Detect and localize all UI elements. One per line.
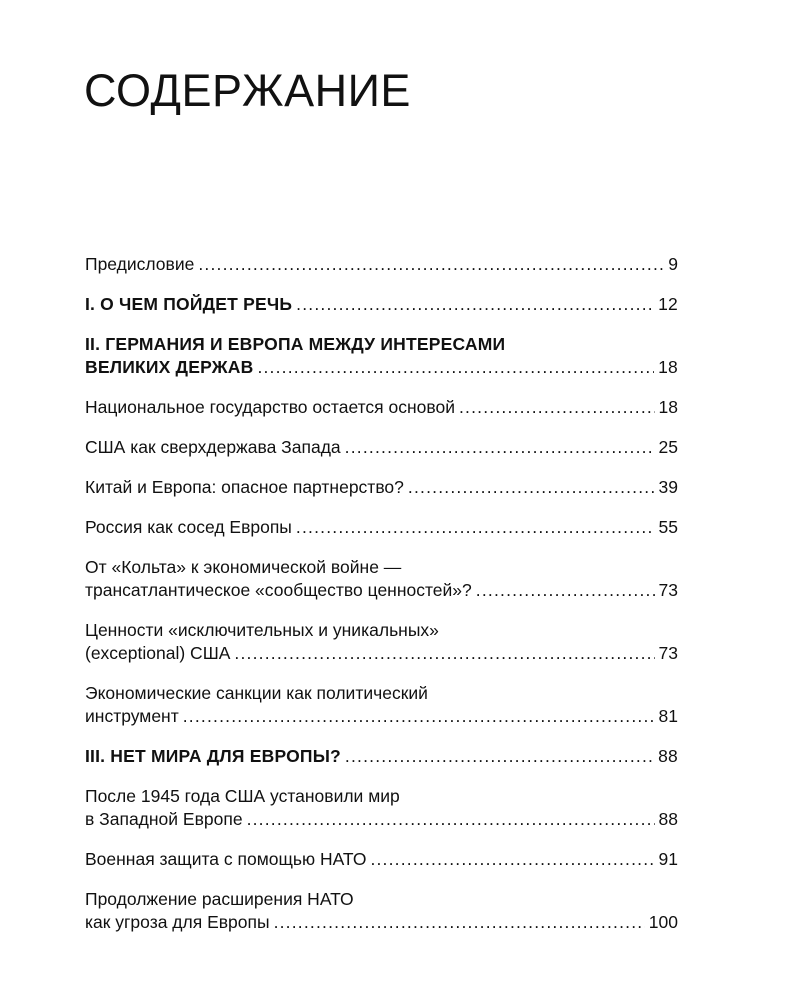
dot-leader bbox=[370, 848, 654, 871]
toc-entry-page-number: 55 bbox=[658, 517, 678, 537]
toc-entry-row bbox=[85, 396, 678, 419]
toc-entry-row bbox=[85, 436, 678, 459]
toc-entry[interactable] bbox=[85, 556, 678, 602]
toc-entry[interactable] bbox=[85, 619, 678, 665]
toc-entry-title: Россия как сосед Европы bbox=[85, 517, 292, 537]
toc-entry-title: Предисловие bbox=[85, 254, 195, 274]
toc-entry-title: Военная защита с помощью НАТО bbox=[85, 849, 367, 869]
toc-entry-title: в Западной Европе bbox=[85, 809, 243, 829]
toc-entry-row bbox=[85, 356, 678, 379]
toc-entry-page-number: 73 bbox=[658, 580, 678, 600]
toc-entry-title: трансатлантическое «сообщество ценностей»? bbox=[85, 580, 472, 600]
toc-entry-title: как угроза для Европы bbox=[85, 912, 270, 932]
toc-entry-page-number: 73 bbox=[658, 643, 678, 663]
toc-entry[interactable] bbox=[85, 785, 678, 831]
page-title: СОДЕРЖАНИЕ bbox=[84, 65, 411, 116]
toc-entry-page-number: 88 bbox=[658, 809, 678, 829]
dot-leader bbox=[345, 436, 655, 459]
toc-entry-title-line: Экономические санкции как политический bbox=[85, 683, 428, 703]
toc-entry-page-number: 91 bbox=[658, 849, 678, 869]
dot-leader bbox=[459, 396, 655, 419]
toc-entry[interactable] bbox=[85, 396, 678, 419]
toc-entry-title: III. НЕТ МИРА ДЛЯ ЕВРОПЫ? bbox=[85, 746, 341, 766]
toc-entry-row bbox=[85, 808, 678, 831]
toc-entry-row bbox=[85, 253, 678, 276]
toc-entry-title: Национальное государство остается основой bbox=[85, 397, 455, 417]
toc-entry-row bbox=[85, 745, 678, 768]
dot-leader bbox=[198, 253, 664, 276]
toc-entry-row bbox=[85, 911, 678, 934]
dot-leader bbox=[257, 356, 654, 379]
dot-leader bbox=[247, 808, 655, 831]
toc-entry-title-line: После 1945 года США установили мир bbox=[85, 786, 400, 806]
toc-entry-title: Китай и Европа: опасное партнерство? bbox=[85, 477, 404, 497]
toc-entry[interactable] bbox=[85, 476, 678, 499]
dot-leader bbox=[408, 476, 655, 499]
toc-entry[interactable] bbox=[85, 333, 678, 379]
toc-entry-title-line: От «Кольта» к экономической войне — bbox=[85, 557, 402, 577]
toc-entry-page-number: 100 bbox=[648, 912, 678, 932]
dot-leader bbox=[296, 516, 655, 539]
toc-entry-title-line: Ценности «исключительных и уникальных» bbox=[85, 620, 439, 640]
toc-entry-title: инструмент bbox=[85, 706, 179, 726]
toc-entry-page-number: 81 bbox=[658, 706, 678, 726]
toc-entry[interactable] bbox=[85, 848, 678, 871]
dot-leader bbox=[476, 579, 655, 602]
dot-leader bbox=[234, 642, 654, 665]
toc-entry-page-number: 25 bbox=[658, 437, 678, 457]
dot-leader bbox=[296, 293, 654, 316]
toc-entry[interactable] bbox=[85, 682, 678, 728]
toc-entry-page-number: 18 bbox=[658, 357, 678, 377]
toc-entry-row bbox=[85, 642, 678, 665]
toc-entry[interactable] bbox=[85, 516, 678, 539]
table-of-contents bbox=[85, 253, 678, 951]
toc-entry-title-line: II. ГЕРМАНИЯ И ЕВРОПА МЕЖДУ ИНТЕРЕСАМИ bbox=[85, 334, 506, 354]
toc-entry-row bbox=[85, 705, 678, 728]
toc-entry[interactable] bbox=[85, 888, 678, 934]
toc-entry-row bbox=[85, 476, 678, 499]
toc-entry-page-number: 12 bbox=[658, 294, 678, 314]
toc-entry-title-line: Продолжение расширения НАТО bbox=[85, 889, 354, 909]
dot-leader bbox=[274, 911, 645, 934]
toc-entry-page-number: 18 bbox=[658, 397, 678, 417]
toc-entry-title: I. О ЧЕМ ПОЙДЕТ РЕЧЬ bbox=[85, 294, 293, 314]
toc-entry-row bbox=[85, 516, 678, 539]
toc-entry-page-number: 39 bbox=[658, 477, 678, 497]
toc-entry[interactable] bbox=[85, 745, 678, 768]
toc-entry-page-number: 9 bbox=[668, 254, 678, 274]
toc-entry-title: (exceptional) США bbox=[85, 643, 231, 663]
toc-entry-row bbox=[85, 579, 678, 602]
toc-entry[interactable] bbox=[85, 253, 678, 276]
toc-entry[interactable] bbox=[85, 436, 678, 459]
toc-entry-page-number: 88 bbox=[658, 746, 678, 766]
toc-entry-row bbox=[85, 848, 678, 871]
toc-entry-row bbox=[85, 293, 678, 316]
dot-leader bbox=[345, 745, 654, 768]
toc-entry[interactable] bbox=[85, 293, 678, 316]
dot-leader bbox=[183, 705, 655, 728]
toc-entry-title: ВЕЛИКИХ ДЕРЖАВ bbox=[85, 357, 254, 377]
toc-entry-title: США как сверхдержава Запада bbox=[85, 437, 341, 457]
